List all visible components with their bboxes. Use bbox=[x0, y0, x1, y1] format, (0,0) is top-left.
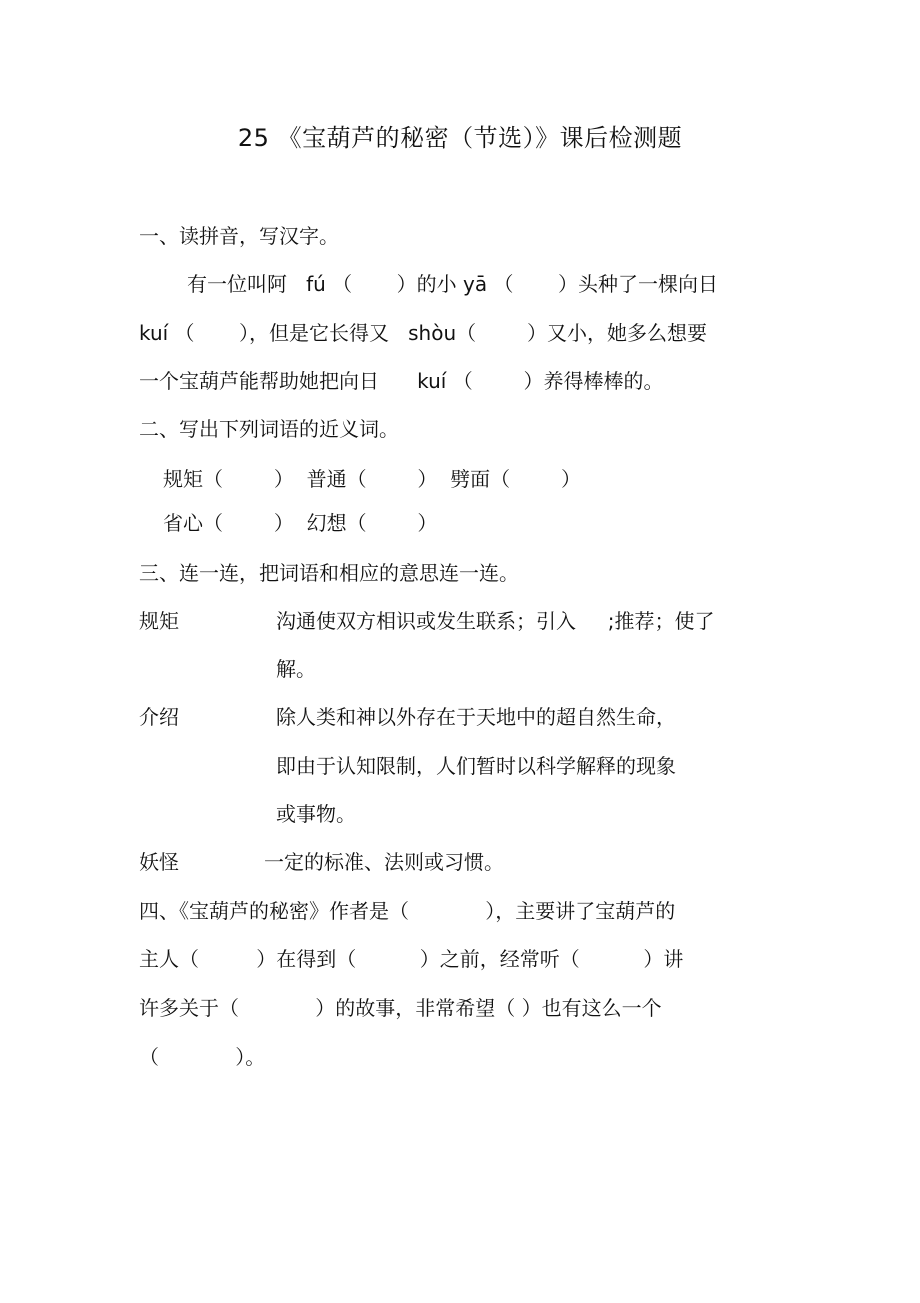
section-1-heading: 一、读拼音，写汉字。 bbox=[139, 224, 339, 248]
match-definition-2-line-1: 除人类和神以外存在于天地中的超自然生命， bbox=[276, 705, 676, 729]
match-word-1: 规矩 bbox=[139, 609, 179, 633]
section-2-row-1: 规矩（ ） 普通（ ） 劈面（ ） bbox=[163, 467, 582, 491]
section-2-heading: 二、写出下列词语的近义词。 bbox=[139, 417, 399, 441]
section-4-line-1: 四、《宝葫芦的秘密》作者是（ ），主要讲了宝葫芦的 bbox=[139, 899, 676, 923]
section-4-line-3: 许多关于（ ）的故事，非常希望（ ）也有这么一个 bbox=[139, 996, 662, 1020]
section-2-row-2: 省心（ ） 幻想（ ） bbox=[163, 511, 438, 535]
match-definition-3-line-1: 一定的标准、法则或习惯。 bbox=[264, 850, 504, 874]
match-definition-2-line-2: 即由于认知限制，人们暂时以科学解释的现象 bbox=[276, 754, 676, 778]
section-1-line-2: kuí （ ），但是它长得又 shòu（ ）又小，她多么想要 bbox=[139, 321, 707, 345]
section-1-line-1: 有一位叫阿 fú （ ）的小 yā （ ）头种了一棵向日 bbox=[187, 272, 718, 296]
match-word-2: 介绍 bbox=[139, 705, 179, 729]
page-title: 25 《宝葫芦的秘密（节选）》课后检测题 bbox=[237, 124, 683, 152]
match-word-3: 妖怪 bbox=[139, 850, 179, 874]
section-3-heading: 三、连一连，把词语和相应的意思连一连。 bbox=[139, 561, 519, 585]
section-4-line-2: 主人（ ）在得到（ ）之前，经常听（ ）讲 bbox=[139, 947, 684, 971]
section-4-line-4: （ ）。 bbox=[139, 1045, 266, 1069]
match-definition-1-line-2: 解。 bbox=[276, 657, 316, 681]
match-definition-1-line-1: 沟通使双方相识或发生联系；引入 ;推荐；使了 bbox=[276, 609, 715, 633]
match-definition-2-line-3: 或事物。 bbox=[276, 802, 356, 826]
section-1-line-3: 一个宝葫芦能帮助她把向日 kuí （ ）养得棒棒的。 bbox=[139, 369, 664, 393]
